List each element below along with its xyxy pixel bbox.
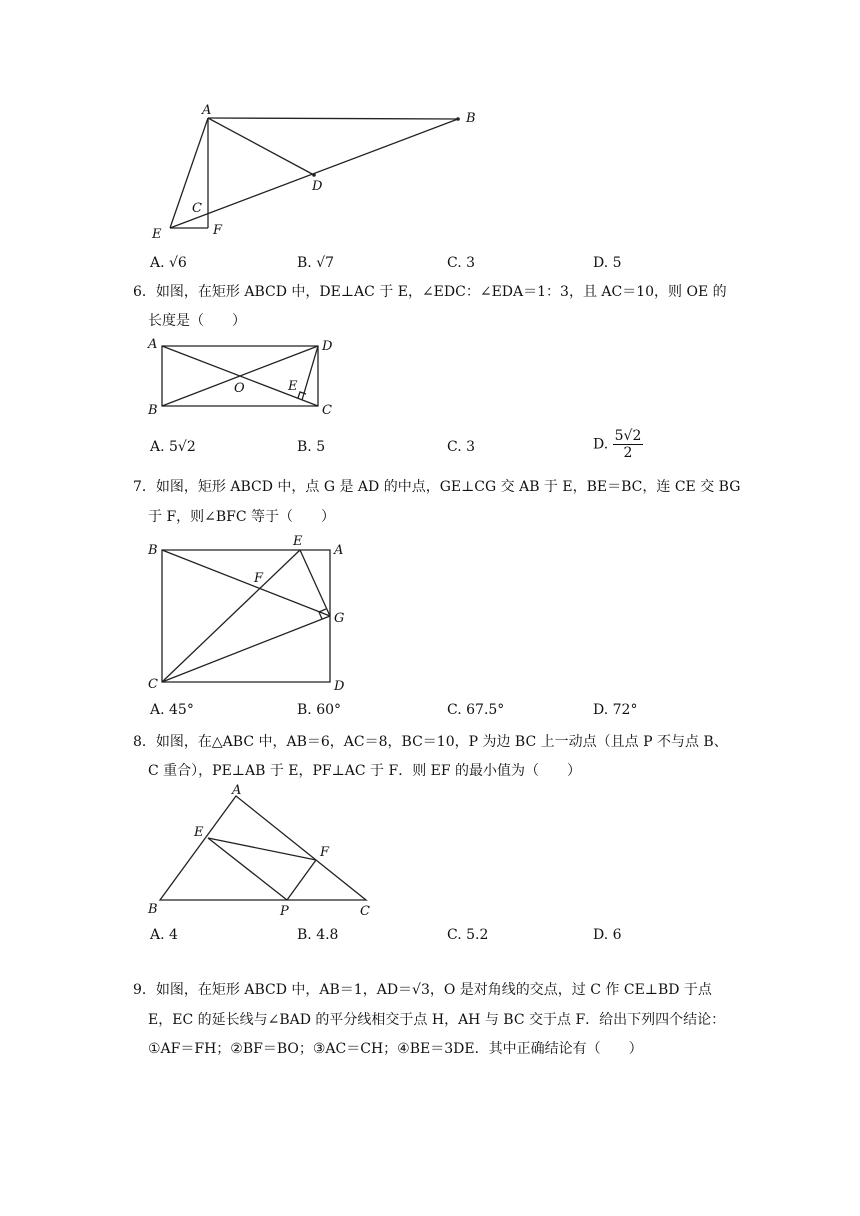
q6-option-d-key: D. — [593, 436, 609, 453]
q7-rectangle — [162, 550, 330, 682]
q6-option-a-key: A. — [150, 439, 165, 455]
q8-option-d[interactable] — [593, 925, 622, 945]
q6-option-c-value: 3 — [466, 439, 476, 455]
q7-figure — [140, 534, 360, 694]
q5-option-b[interactable] — [297, 253, 334, 273]
q5-option-a[interactable] — [150, 253, 187, 273]
q6-figure — [140, 334, 350, 420]
q6-right-angle-mark — [298, 392, 306, 398]
q5-option-a-value: √6 — [169, 255, 187, 271]
q8-option-d-value: 6 — [612, 927, 622, 943]
q7-label-e: E — [293, 534, 303, 549]
q8-option-b-key: B. — [297, 927, 312, 943]
q6-option-a[interactable] — [150, 437, 196, 457]
q8-option-c-value: 5.2 — [466, 927, 489, 943]
q8-label-c: C — [360, 904, 370, 919]
q6-option-c[interactable] — [447, 437, 475, 457]
q8-option-d-key: D. — [593, 927, 609, 943]
q8-segment-pe — [208, 838, 287, 900]
q8-label-a: A — [232, 783, 242, 798]
q7-option-a-key: A. — [150, 702, 165, 718]
q8-option-a[interactable] — [150, 925, 178, 945]
q5-segment-ae — [170, 118, 208, 228]
q5-option-d[interactable] — [593, 253, 622, 273]
q6-label-b: B — [148, 403, 158, 418]
q7-stem-line1: 7．如图，矩形 ABCD 中，点 G 是 AD 的中点，GE⊥CG 交 AB 于 E，BE＝BC，连 CE 交 BG — [133, 479, 741, 495]
q6-label-d: D — [322, 339, 333, 354]
q7-label-a: A — [334, 543, 344, 558]
q8-option-c[interactable] — [447, 925, 488, 945]
q8-stem-line2: C 重合），PE⊥AB 于 E，PF⊥AC 于 F．则 EF 的最小值为（ ） — [148, 763, 582, 779]
q5-option-c-value: 3 — [466, 255, 476, 271]
q7-option-b-value: 60° — [316, 702, 342, 718]
q9-stem-line3: ①AF＝FH；②BF＝BO；③AC＝CH；④BE＝3DE．其中正确结论有（ ） — [148, 1041, 643, 1057]
q6-stem-line2: 长度是（ ） — [148, 313, 246, 329]
q6-option-b-key: B. — [297, 439, 312, 455]
q9-stem-line1: 9．如图，在矩形 ABCD 中，AB＝1，AD＝√3，O 是对角线的交点，过 C 作 CE⊥BD 于点 — [133, 982, 712, 998]
q6-option-d-numerator: 5√2 — [614, 428, 642, 444]
q6-option-d-fraction — [613, 428, 644, 461]
q8-option-c-key: C. — [447, 927, 462, 943]
q6-option-b[interactable] — [297, 437, 325, 457]
q7-stem-line2: 于 F，则∠BFC 等于（ ） — [148, 509, 336, 525]
q7-option-a[interactable] — [150, 700, 194, 720]
q5-option-a-key: A. — [150, 255, 165, 271]
q5-option-c-key: C. — [447, 255, 462, 271]
q5-segment-ab — [208, 118, 458, 119]
q5-option-d-key: D. — [593, 255, 609, 271]
q6-label-o: O — [234, 381, 245, 396]
q6-label-c: C — [322, 403, 332, 418]
q7-segment-ce — [162, 550, 300, 682]
q8-label-e: E — [194, 825, 204, 840]
q8-option-b-value: 4.8 — [316, 927, 339, 943]
q9-stem-line2: E，EC 的延长线与∠BAD 的平分线相交于点 H，AH 与 BC 交于点 F．给出下列四个结论： — [148, 1012, 726, 1028]
q5-option-b-key: B. — [297, 255, 312, 271]
q8-label-p: P — [280, 904, 289, 919]
q5-option-d-value: 5 — [612, 255, 622, 271]
q7-option-b[interactable] — [297, 700, 341, 720]
q6-option-a-value: 5√2 — [169, 439, 196, 455]
q5-label-b: B — [466, 111, 476, 126]
q6-label-a: A — [148, 337, 158, 352]
q6-option-b-value: 5 — [316, 439, 326, 455]
q7-option-d-value: 72° — [612, 702, 638, 718]
q8-label-f: F — [320, 845, 330, 860]
q5-label-a: A — [202, 103, 212, 118]
q5-segment-ad — [208, 118, 314, 175]
q5-label-e: E — [152, 227, 162, 242]
q8-segment-pf — [287, 860, 316, 900]
q8-figure — [140, 782, 380, 918]
q7-option-d-key: D. — [593, 702, 609, 718]
q5-point-b — [456, 117, 460, 121]
q7-label-c: C — [148, 677, 158, 692]
q7-label-g: G — [334, 611, 345, 626]
q8-option-b[interactable] — [297, 925, 338, 945]
q6-stem-line1: 6．如图，在矩形 ABCD 中，DE⊥AC 于 E，∠EDC：∠EDA＝1：3，且 AC＝10，则 OE 的 — [133, 284, 727, 300]
q7-option-c-value: 67.5° — [466, 702, 505, 718]
q5-label-d: D — [312, 179, 323, 194]
q8-option-a-key: A. — [150, 927, 165, 943]
q5-point-d — [312, 173, 316, 177]
q6-option-d-denominator: 2 — [623, 445, 633, 461]
q6-option-d[interactable] — [593, 428, 643, 461]
q6-label-e: E — [288, 379, 298, 394]
q5-figure — [140, 100, 500, 250]
q7-label-b: B — [148, 543, 158, 558]
q8-triangle-abc — [160, 796, 366, 900]
q5-label-c: C — [192, 201, 202, 216]
q6-segment-de — [302, 346, 318, 400]
q6-option-c-key: C. — [447, 439, 462, 455]
q7-option-b-key: B. — [297, 702, 312, 718]
q5-option-b-value: √7 — [316, 255, 335, 271]
q8-stem-line1: 8．如图，在△ABC 中，AB＝6，AC＝8，BC＝10，P 为边 BC 上一动点（且点 P 不与点 B、 — [133, 734, 728, 750]
q7-label-d: D — [334, 679, 345, 694]
q8-label-b: B — [148, 902, 158, 917]
q7-option-d[interactable] — [593, 700, 637, 720]
q7-option-a-value: 45° — [169, 702, 194, 718]
q7-option-c[interactable] — [447, 700, 504, 720]
q8-option-a-value: 4 — [169, 927, 178, 943]
q7-label-f: F — [254, 571, 264, 586]
q5-label-f: F — [213, 223, 223, 238]
q8-segment-ef — [208, 838, 316, 860]
q7-segment-cg — [162, 616, 330, 682]
q7-option-c-key: C. — [447, 702, 462, 718]
q5-option-c[interactable] — [447, 253, 475, 273]
